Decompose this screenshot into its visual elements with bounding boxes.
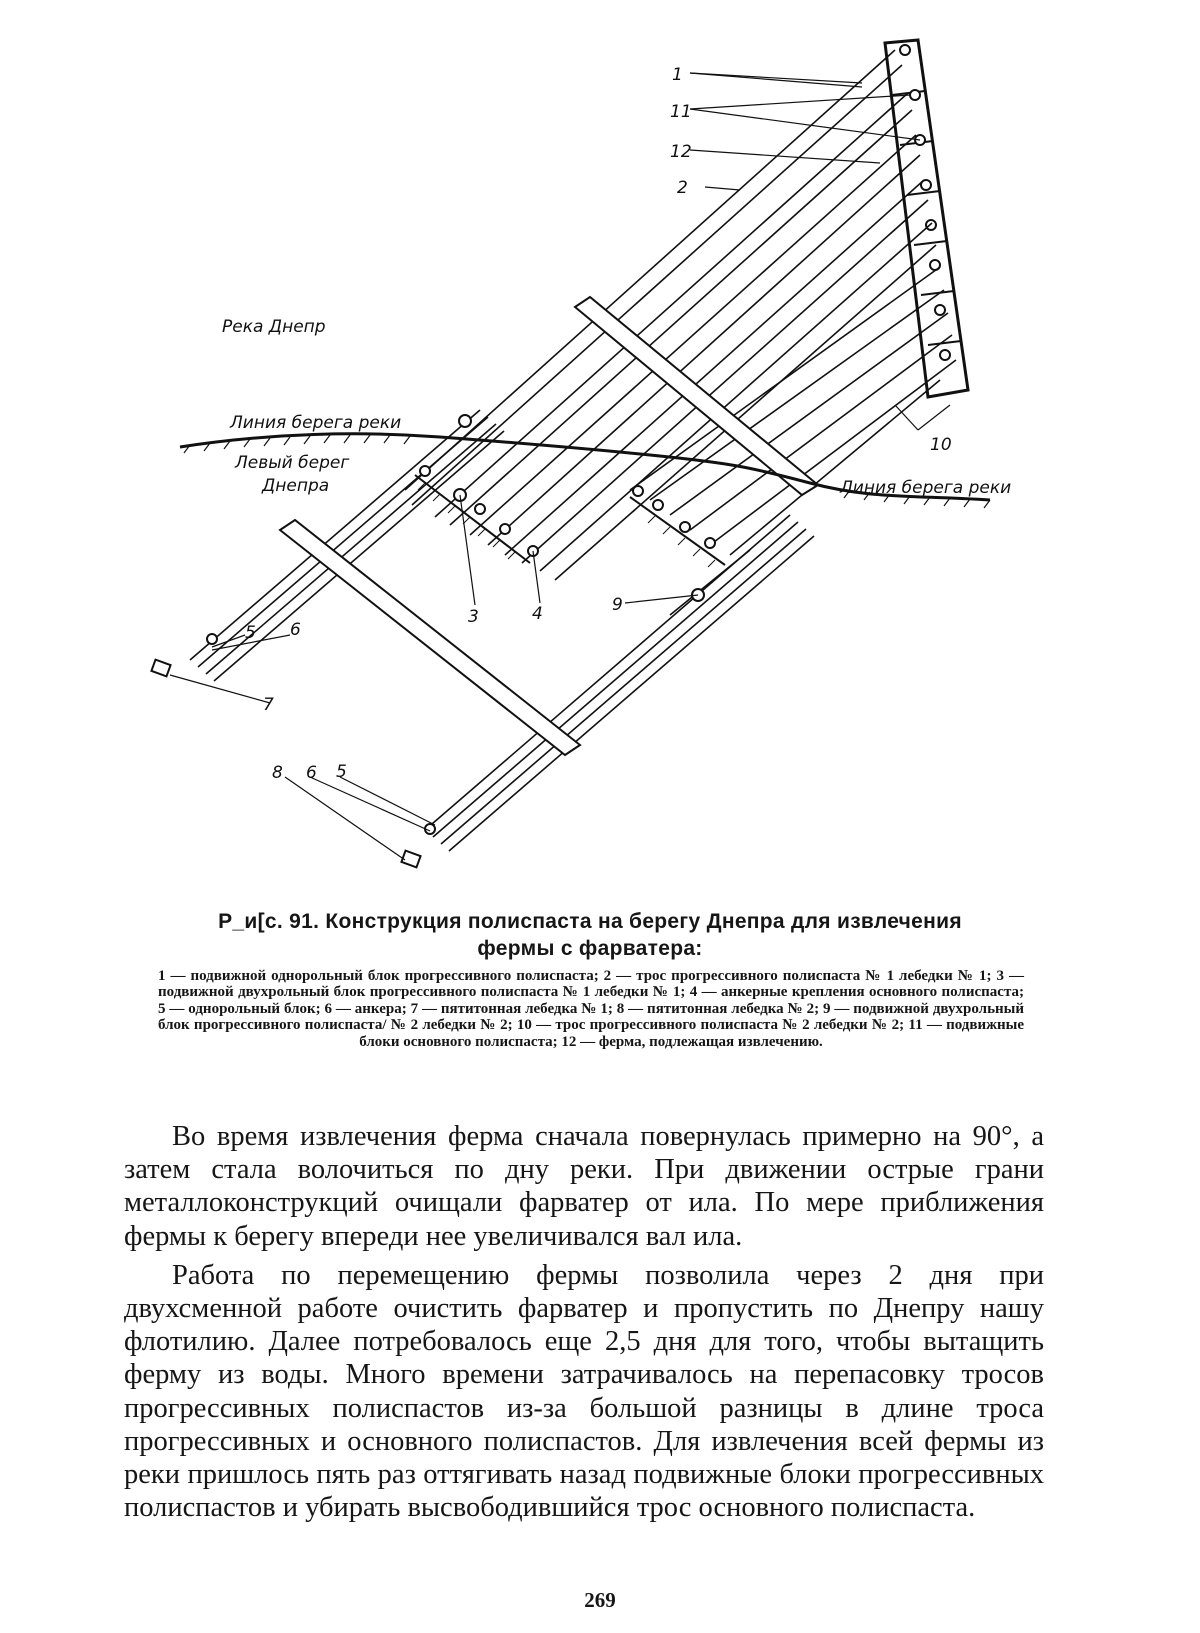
callout-5-upper: 5 — [245, 623, 256, 643]
callout-6-lower: 6 — [306, 763, 317, 783]
truss-frame — [885, 40, 968, 397]
callout-8: 8 — [272, 763, 283, 783]
callout-11: 11 — [670, 102, 692, 122]
callout-5-lower: 5 — [336, 762, 347, 782]
body-text — [124, 1120, 1044, 1524]
callout-9: 9 — [612, 595, 623, 615]
caption-title-line-1: Р_и[с. 91. Конструкция полиспаста на берегу Днепра для извлечения — [218, 910, 962, 933]
page-number: 269 — [584, 1588, 616, 1612]
figure-91-pulley-diagram — [150, 35, 1030, 905]
callout-10: 10 — [930, 435, 952, 455]
winches — [151, 660, 420, 868]
paragraph-1: Во время извлечения ферма сначала повернулась примерно на 90°, а затем стала волочиться по дну реки. При движении острые грани металлоконструкций очищали фарватер от ила. По мере приближения фермы к берегу впереди нее увеличивался вал ила. — [124, 1121, 1044, 1252]
label-river: Река Днепр — [222, 317, 326, 337]
paragraph-2: Работа по перемещению фермы позволила через 2 дня при двухсменной работе очистить фарватер и пропустить по Днепру нашу флотилию. Далее потребовалось еще 2,5 дня для того, чтобы вытащить ферму из воды. Много времени затрачивалось на перепасовку тросов прогрессивных полиспастов из-за большой разницы в длине троса прогрессивных и основного полиспастов. Для извлечения всей фермы из реки пришлось пять раз оттягивать назад подвижные блоки прогрессивных полиспастов и убирать высвободившийся трос основного полиспаста. — [124, 1259, 1044, 1524]
label-shore-line-left: Линия берега реки — [230, 413, 402, 433]
caption-title-line-2: фермы с фарватера: — [477, 937, 703, 960]
callout-2: 2 — [677, 178, 688, 198]
label-shore-line-right: Линия берега реки — [840, 478, 1012, 498]
callout-3: 3 — [468, 607, 479, 627]
callout-1: 1 — [672, 65, 683, 85]
figure-caption-legend: 1 — подвижной однорольный блок прогрессивного полиспаста; 2 — трос прогрессивного полиспаста № 1 лебедки № 1; 3 — подвижной двухрольный блок прогрессивного полиспаста № 1 лебедки № 1; 4 — анкерные крепления основного полиспаста; 5 — однорольный блок; 6 — анкера; 7 — пятитонная лебедка № 1; 8 — пятитонная лебедка № 2; 9 — подвижной двухрольный блок прогрессивного полиспаста/ № 2 лебедки № 2; 10 — трос прогрессивного полиспаста № 2 лебедки № 2; 11 — подвижные блоки основного полиспаста; 12 — ферма, подлежащая извлечению. — [158, 968, 1024, 1050]
callout-12: 12 — [670, 142, 692, 162]
label-left-bank-1: Левый берег — [235, 453, 350, 473]
callout-7: 7 — [263, 695, 274, 715]
callout-6-upper: 6 — [290, 620, 301, 640]
label-left-bank-2: Днепра — [262, 476, 330, 496]
callout-4: 4 — [532, 604, 543, 624]
pulley-diagram-drawing — [150, 35, 1030, 905]
upper-cable-bundle — [405, 50, 956, 580]
figure-caption-title — [150, 908, 1030, 962]
